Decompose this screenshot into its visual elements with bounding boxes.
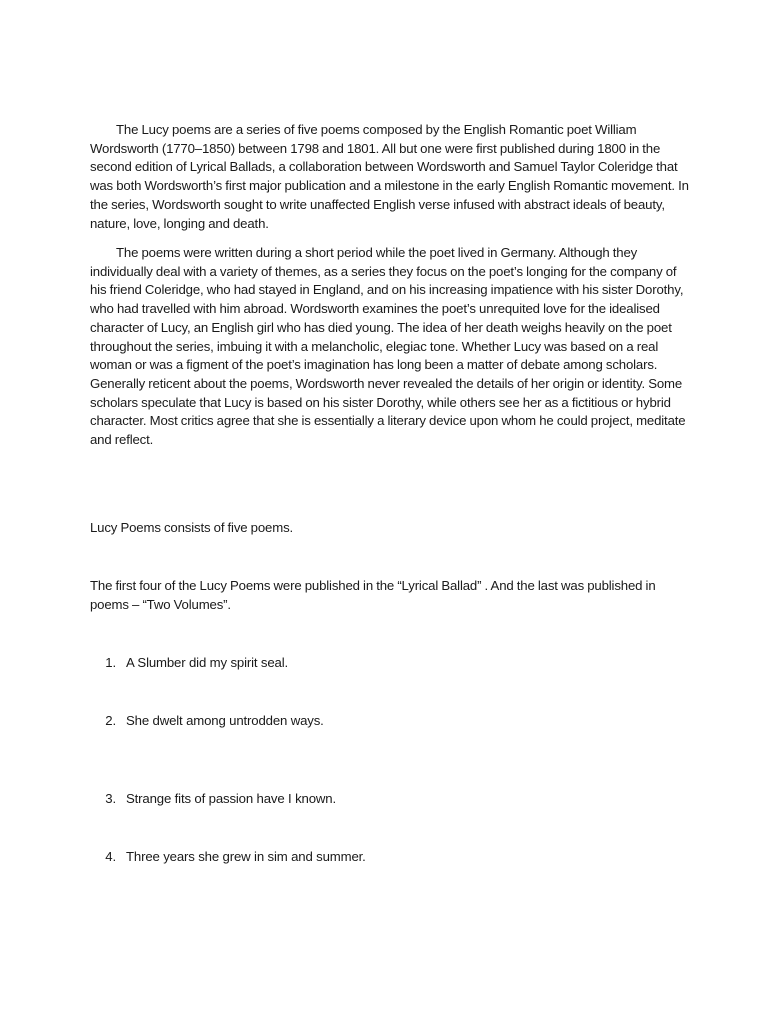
list-item-number: 2. — [105, 713, 116, 728]
intro-paragraph-block — [90, 121, 690, 233]
paragraph-2: The poems were written during a short period while the poet lived in Germany. Although they individually deal with a variety of themes, as a series they focus on the poet’s longing for the company of his friend Coleridge, who had stayed in England, and on his increasing impatience with his sister Dorothy, who had travelled with him abroad. Wordsworth examines the poet’s unrequited love for the idealised character of Lucy, an English girl who has died young. The idea of her death weighs heavily on the poet throughout the series, imbuing it with a melancholic, elegiac tone. Whether Lucy was based on a real woman or was a figment of the poet’s imagination has long been a matter of debate among scholars. Generally reticent about the poems, Wordsworth never revealed the details of her origin or identity. Some scholars speculate that Lucy is based on his sister Dorothy, while others see her as a fictitious or hybrid character. Most critics agree that she is essentially a literary device upon whom he could project, meditate and reflect. — [90, 245, 686, 448]
publication-note: The first four of the Lucy Poems were published in the “Lyrical Ballad” . And the last was published in poems – “Two Volumes”. — [90, 578, 656, 612]
list-item — [90, 654, 690, 673]
list-item-number: 3. — [105, 791, 116, 806]
list-item — [90, 712, 690, 731]
list-item-title: Three years she grew in sim and summer. — [126, 849, 366, 864]
list-item-number: 1. — [105, 655, 116, 670]
list-item-title: She dwelt among untrodden ways. — [126, 713, 324, 728]
list-item — [90, 790, 690, 809]
paragraph-1: The Lucy poems are a series of five poems composed by the English Romantic poet William Wordsworth (1770–1850) between 1798 and 1801. All but one were first published during 1800 in the second edition of Lyrical Ballads, a collaboration between Wordsworth and Samuel Taylor Coleridge that was both Wordsworth’s first major publication and a milestone in the early English Romantic movement. In the series, Wordsworth sought to write unaffected English verse infused with abstract ideals of beauty, nature, love, longing and death. — [90, 122, 689, 231]
list-item-number: 4. — [105, 849, 116, 864]
list-item — [90, 848, 690, 867]
context-paragraph-block — [90, 244, 690, 450]
list-item-title: Strange fits of passion have I known. — [126, 791, 336, 806]
summary-line: Lucy Poems consists of five poems. — [90, 520, 294, 535]
list-item-title: A Slumber did my spirit seal. — [126, 655, 289, 670]
